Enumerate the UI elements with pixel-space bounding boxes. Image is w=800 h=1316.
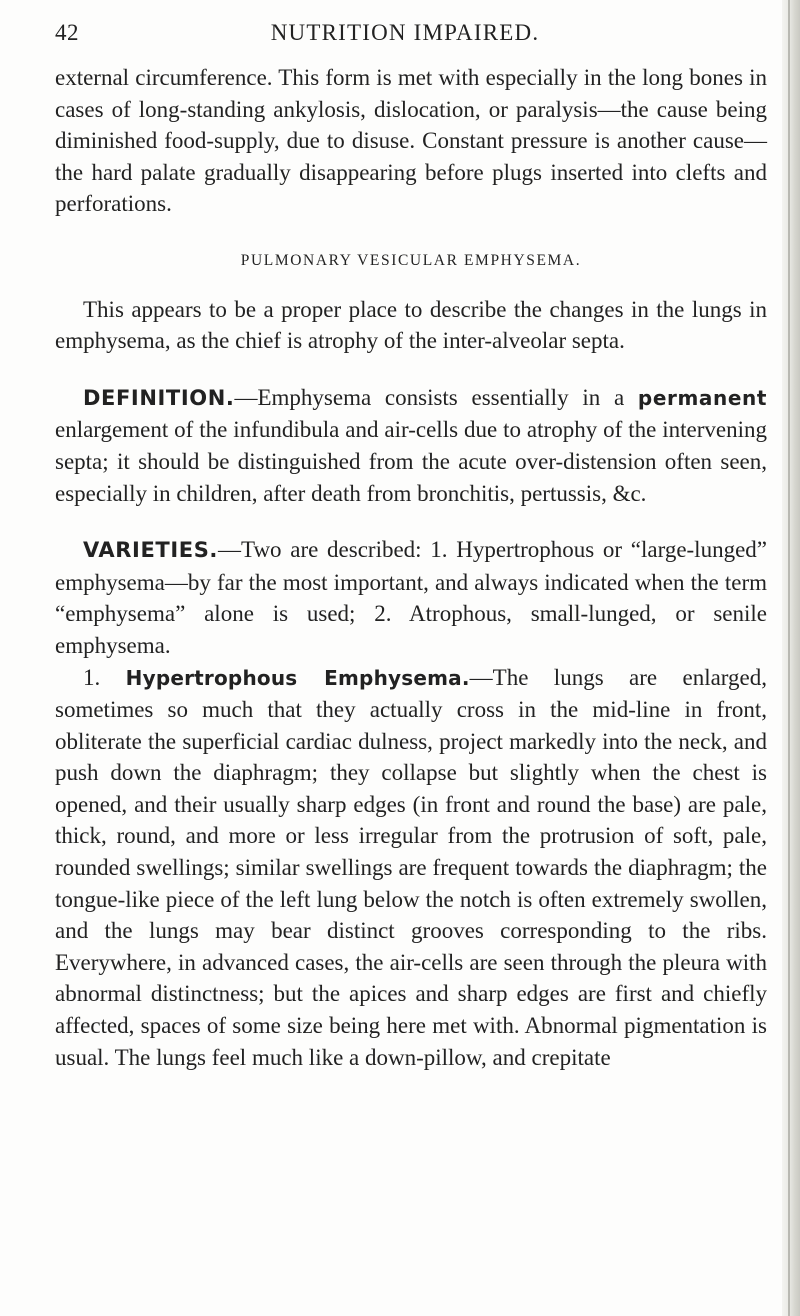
varieties-text: —Two are described: 1. Hypertrophous or “large-lunged” emphysema—by far the most important, and always indicated when the term “emphysema” alone is used; 2. Atrophous, small-lunged, or senile emphysema.	[55, 537, 767, 658]
page-edge-line	[788, 0, 790, 1316]
definition-text-b: enlargement of the infundibula and air-cells due to atrophy of the intervening septa; it should be distinguished from the acute over-distension often seen, especially in children, after death from bronchitis, pertussis, &c.	[55, 417, 767, 506]
varieties-label: VARIETIES.	[83, 538, 218, 563]
definition-emphasis: permanent	[637, 385, 767, 410]
hypertrophous-text: —The lungs are enlarged, sometimes so much that they actually cross in the mid-line in front, obliterate the superficial cardiac dulness, project markedly into the neck, and push down the diaphragm; they collapse but slightly when the chest is opened, and their usually sharp edges (in front and round the base) are pale, thick, round, and more or less irregular from the protrusion of soft, pale, rounded swellings; similar swellings are frequent towards the diaphragm; the tongue-like piece of the left lung below the notch is often extremely swollen, and the lungs may bear distinct grooves corresponding to the ribs. Everywhere, in advanced cases, the air-cells are seen through the pleura with abnormal distinctness; but the apices and sharp edges are first and chiefly affected, spaces of some size being here met with. Abnormal pigmentation is usual. The lungs feel much like a down-pillow, and crepitate	[55, 664, 767, 1070]
running-title: NUTRITION IMPAIRED.	[270, 20, 540, 45]
definition-text-a: —Emphysema consists essentially in a	[234, 384, 638, 410]
paragraph-continuation: external circumference. This form is met with especially in the long bones in cases of long-standing ankylosis, dislocation, or paralysis—the cause being diminished food-supply, due to disuse. Constant pressure is another cause—the hard palate gradually disappearing before plugs inserted into clefts and perforations.	[55, 65, 767, 217]
paragraph-definition	[55, 382, 767, 509]
paragraph-varieties	[55, 534, 767, 661]
paragraph-hypertrophous	[55, 662, 767, 1074]
page-header	[55, 20, 755, 60]
hypertrophous-number: 1.	[83, 664, 126, 690]
hypertrophous-label: Hypertrophous Emphysema.	[125, 665, 470, 690]
page-edge-shadow	[782, 0, 800, 1316]
page-body	[55, 62, 767, 1073]
paragraph-intro: This appears to be a proper place to describe the changes in the lungs in emphysema, as the chief is atrophy of the inter-alveolar septa.	[55, 296, 767, 354]
page-number: 42	[55, 20, 79, 45]
section-heading: PULMONARY VESICULAR EMPHYSEMA.	[240, 251, 582, 269]
definition-label: DEFINITION.	[83, 385, 235, 410]
